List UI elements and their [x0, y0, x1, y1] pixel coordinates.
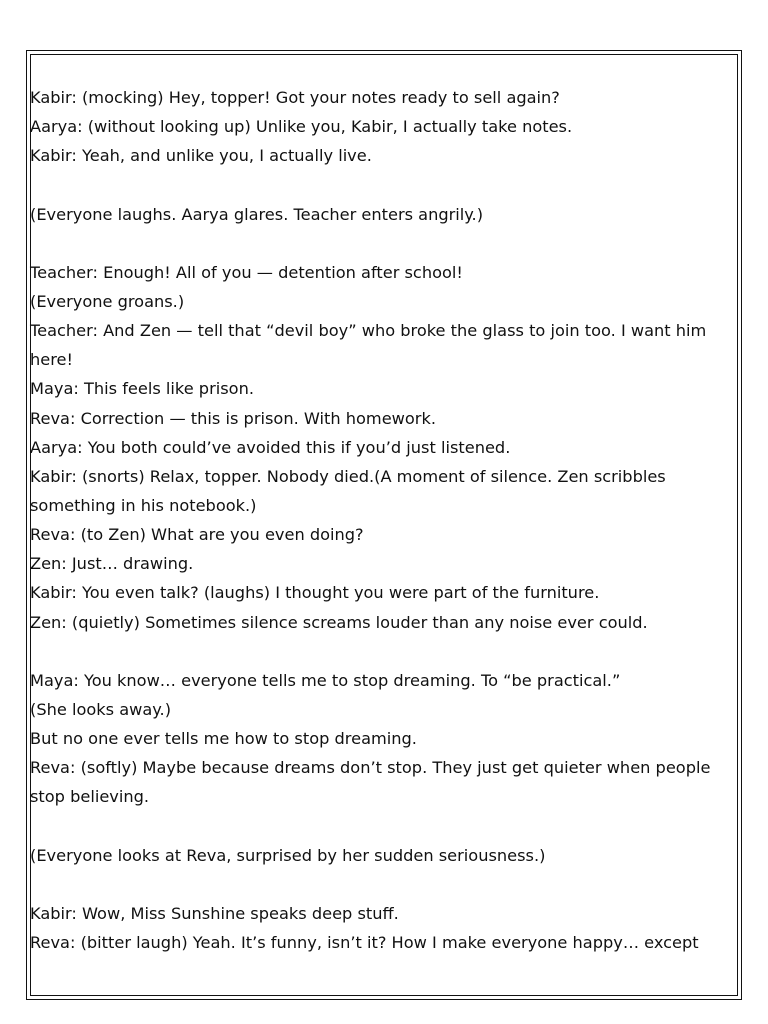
stage-direction: (She looks away.) [30, 699, 172, 719]
stage-direction: (Everyone looks at Reva, surprised by her sudden seriousness.) [30, 845, 546, 865]
dialogue-line: Aarya: You both could’ve avoided this if you’d just listened. [30, 437, 511, 457]
dialogue-line: But no one ever tells me how to stop dreaming. [30, 729, 417, 749]
script-text [30, 83, 730, 957]
dialogue-line: Maya: This feels like prison. [30, 379, 254, 399]
stage-direction: (Everyone laughs. Aarya glares. Teacher enters angrily.) [30, 204, 484, 224]
dialogue-line: Kabir: (snorts) Relax, topper. Nobody died.(A moment of silence. Zen scribbles [30, 466, 666, 486]
dialogue-line: Teacher: And Zen — tell that “devil boy” who broke the glass to join too. I want him [30, 321, 707, 341]
stage-direction: (Everyone groans.) [30, 291, 185, 311]
dialogue-line: Kabir: (mocking) Hey, topper! Got your notes ready to sell again? [30, 88, 560, 107]
blank-line [30, 637, 730, 666]
dialogue-line: Kabir: You even talk? (laughs) I thought you were part of the furniture. [30, 583, 600, 603]
dialogue-line: here! [30, 350, 73, 370]
dialogue-line: Zen: (quietly) Sometimes silence screams louder than any noise ever could. [30, 612, 648, 632]
dialogue-line: Maya: You know… everyone tells me to stop dreaming. To “be practical.” [30, 670, 621, 690]
dialogue-line: Reva: (to Zen) What are you even doing? [30, 525, 364, 545]
dialogue-line: Reva: Correction — this is prison. With homework. [30, 408, 436, 428]
blank-line [30, 229, 730, 258]
dialogue-line: stop believing. [30, 787, 150, 807]
dialogue-line: Zen: Just… drawing. [30, 554, 194, 574]
dialogue-line: Kabir: Wow, Miss Sunshine speaks deep stuff. [30, 903, 399, 923]
blank-line [30, 870, 730, 899]
dialogue-line: something in his notebook.) [30, 495, 257, 515]
blank-line [30, 812, 730, 841]
dialogue-line: Reva: (softly) Maybe because dreams don’t stop. They just get quieter when people [30, 758, 711, 778]
dialogue-line: Aarya: (without looking up) Unlike you, Kabir, I actually take notes. [30, 117, 573, 137]
dialogue-line: Kabir: Yeah, and unlike you, I actually live. [30, 146, 372, 166]
dialogue-line: Teacher: Enough! All of you — detention after school! [30, 262, 463, 282]
blank-line [30, 170, 730, 199]
dialogue-line: Reva: (bitter laugh) Yeah. It’s funny, isn’t it? How I make everyone happy… except [30, 933, 699, 953]
